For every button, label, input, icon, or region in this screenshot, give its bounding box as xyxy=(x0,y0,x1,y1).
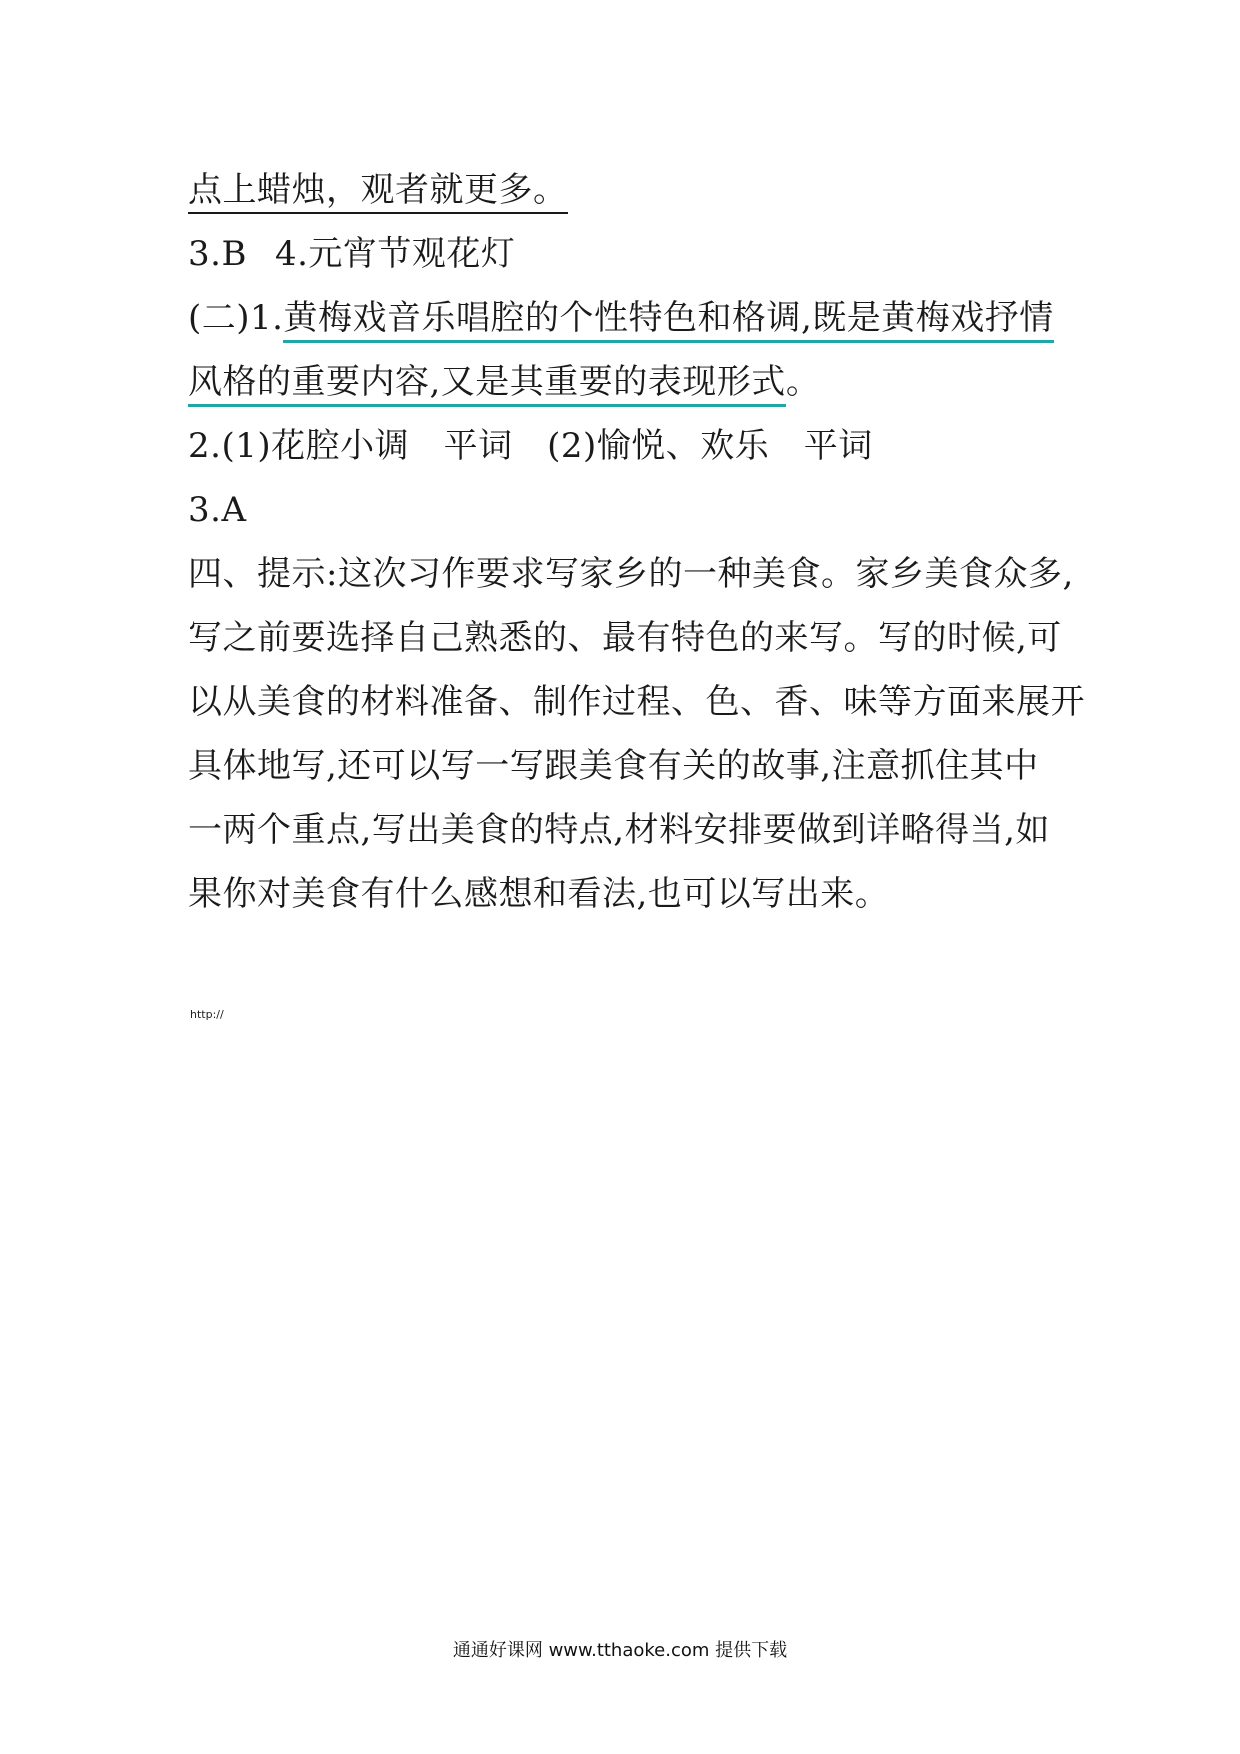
answer-4: 4.元宵节观花灯 xyxy=(274,234,516,274)
hint-paragraph-line: 以从美食的材料准备、制作过程、色、香、味等方面来展开 xyxy=(188,682,1085,722)
section-2-prefix: (二)1. xyxy=(188,298,284,338)
text-line-3 xyxy=(188,286,1068,350)
text-line-11 xyxy=(188,798,1068,862)
text-line-12 xyxy=(188,862,1068,926)
line-end-punctuation: 。 xyxy=(785,362,821,402)
hint-paragraph-line: 具体地写,还可以写一写跟美食有关的故事,注意抓住其中 xyxy=(188,746,1039,786)
text-line-6 xyxy=(188,478,1068,542)
hint-paragraph-line: 果你对美食有什么感想和看法,也可以写出来。 xyxy=(188,874,890,914)
hint-paragraph-line: 四、提示:这次习作要求写家乡的一种美食。家乡美食众多, xyxy=(188,554,1074,594)
answer-2-line: 2.(1)花腔小调 平词 (2)愉悦、欢乐 平词 xyxy=(188,426,873,466)
text-line-2 xyxy=(188,222,1068,286)
teal-underlined-text: 黄梅戏音乐唱腔的个性特色和格调,既是黄梅戏抒情 xyxy=(283,298,1053,343)
answer-3a: 3.A xyxy=(188,490,247,530)
underlined-answer: 点上蜡烛，观者就更多。 xyxy=(188,170,568,214)
text-line-5 xyxy=(188,414,1068,478)
answer-text-block xyxy=(188,158,1085,926)
text-line-10 xyxy=(188,734,1068,798)
text-line-1 xyxy=(188,158,1068,222)
hint-paragraph-line: 写之前要选择自己熟悉的、最有特色的来写。写的时候,可 xyxy=(188,618,1062,658)
url-text: http:// xyxy=(190,1008,224,1021)
text-line-7 xyxy=(188,542,1074,606)
text-line-4 xyxy=(188,350,1068,414)
teal-underlined-text: 风格的重要内容,又是其重要的表现形式 xyxy=(188,362,786,407)
answer-3b: 3.B xyxy=(188,234,247,274)
footer-watermark: 通通好课网 www.tthaoke.com 提供下载 xyxy=(452,1640,788,1661)
text-line-9 xyxy=(188,670,1085,734)
hint-paragraph-line: 一两个重点,写出美食的特点,材料安排要做到详略得当,如 xyxy=(188,810,1050,850)
text-line-8 xyxy=(188,606,1068,670)
